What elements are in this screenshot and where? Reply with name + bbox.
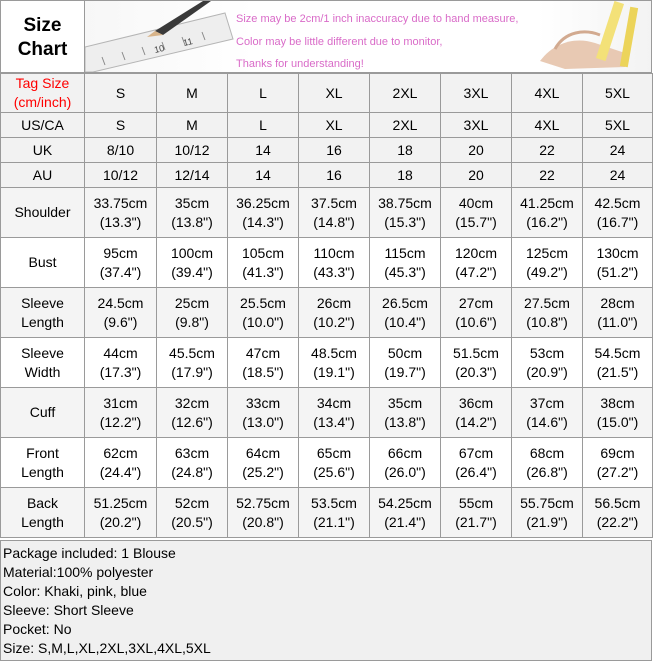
measure-inch: (20.3") — [455, 363, 497, 380]
row-label-line-1: Cuff — [29, 404, 56, 420]
measure-inch: (19.1") — [313, 363, 355, 380]
row-label-line-1: Sleeve — [21, 294, 64, 311]
info-pocket: Pocket: No — [3, 621, 72, 637]
measure-cm: 64cm — [245, 444, 281, 461]
row-label — [1, 188, 85, 238]
measure-cell — [85, 488, 157, 538]
measure-cm: 95cm — [103, 244, 138, 261]
ruler-number-11: 11 — [182, 36, 194, 48]
info-sleeve: Sleeve: Short Sleeve — [3, 602, 134, 618]
measure-cell — [85, 338, 157, 388]
size-cell-text: 4XL — [534, 116, 560, 133]
measure-cm: 35cm — [387, 394, 423, 411]
measure-inch: (15.3") — [384, 213, 426, 230]
measure-inch: (47.2") — [455, 263, 497, 280]
measure-cell — [370, 388, 441, 438]
measure-cell — [157, 338, 228, 388]
measure-inch: (19.7") — [384, 363, 426, 380]
measure-cell — [228, 388, 299, 438]
measure-cell — [441, 388, 512, 438]
measure-inch: (10.8") — [526, 313, 568, 330]
size-cell — [512, 74, 583, 113]
ruler-left-icon — [85, 13, 233, 72]
size-cell — [85, 138, 157, 163]
row-label-line-1: Back — [26, 494, 59, 511]
table-row — [1, 163, 653, 188]
measure-cm: 40cm — [458, 194, 494, 211]
measure-cell — [583, 488, 653, 538]
measure-cm: 38.75cm — [378, 194, 432, 211]
size-cell-text: XL — [325, 116, 343, 133]
measure-cm: 52cm — [174, 494, 210, 511]
measure-inch: (12.6") — [171, 413, 213, 430]
measure-inch: (10.0") — [242, 313, 284, 330]
size-cell — [228, 74, 299, 113]
size-cell-text: XL — [325, 84, 343, 101]
measure-inch: (27.2") — [596, 463, 639, 480]
measure-cm: 44cm — [103, 344, 138, 361]
row-label — [1, 113, 85, 138]
measure-cm: 63cm — [174, 444, 210, 461]
size-cell — [157, 74, 228, 113]
size-cell-text: L — [259, 116, 267, 133]
size-cell — [157, 138, 228, 163]
measure-cm: 69cm — [600, 444, 635, 461]
size-cell — [370, 163, 441, 188]
measure-cm: 26cm — [316, 294, 352, 311]
measure-cm: 34cm — [316, 394, 352, 411]
row-label — [1, 238, 85, 288]
size-cell-text: 2XL — [392, 84, 418, 101]
measure-inch: (14.2") — [455, 413, 497, 430]
measure-inch: (14.8") — [313, 213, 355, 230]
row-label — [1, 138, 85, 163]
size-cell-text: 24 — [609, 166, 626, 183]
size-cell-text: 10/12 — [174, 141, 210, 158]
row-label-line-2: Length — [21, 463, 64, 480]
measure-inch: (20.5") — [171, 513, 213, 530]
measure-cell — [228, 188, 299, 238]
measure-cm: 115cm — [384, 244, 426, 261]
measure-cell — [512, 238, 583, 288]
size-cell — [583, 74, 653, 113]
size-chart-header — [0, 0, 652, 73]
measure-inch: (26.4") — [455, 463, 497, 480]
size-cell-text: M — [186, 84, 198, 101]
measure-cell — [512, 188, 583, 238]
table-row — [1, 338, 653, 388]
table-row — [1, 138, 653, 163]
table-row-tag-size — [1, 74, 653, 113]
measure-cm: 67cm — [458, 444, 494, 461]
measure-inch: (15.7") — [455, 213, 497, 230]
note-thanks: Thanks for understanding! — [236, 58, 364, 70]
measure-inch: (25.6") — [313, 463, 355, 480]
measure-cell — [370, 488, 441, 538]
row-label — [1, 388, 85, 438]
measure-cm: 48.5cm — [311, 344, 357, 361]
measure-cm: 65cm — [316, 444, 352, 461]
measure-cell — [85, 438, 157, 488]
row-label-line-2: Width — [24, 363, 61, 380]
measure-inch: (12.2") — [99, 413, 142, 430]
measure-cell — [228, 488, 299, 538]
measure-inch: (41.3") — [242, 263, 284, 280]
measure-inch: (9.8") — [175, 313, 209, 330]
measure-cm: 38cm — [600, 394, 635, 411]
size-cell-text: 5XL — [605, 84, 630, 101]
measure-inch: (21.4") — [384, 513, 426, 530]
measure-cell — [299, 438, 370, 488]
measure-cm: 33cm — [245, 394, 281, 411]
size-cell-text: 10/12 — [102, 166, 139, 183]
size-cell-text: S — [115, 84, 126, 101]
measure-cm: 27cm — [458, 294, 494, 311]
measure-inch: (39.4") — [171, 263, 213, 280]
measure-cell — [299, 338, 370, 388]
size-cell-text: 14 — [255, 166, 271, 183]
product-info-box — [0, 540, 652, 661]
table-row — [1, 188, 653, 238]
measure-inch: (24.8") — [171, 463, 213, 480]
measure-cell — [157, 488, 228, 538]
size-cell — [441, 163, 512, 188]
measure-cm: 50cm — [387, 344, 423, 361]
measure-inch: (18.5") — [242, 363, 284, 380]
measure-cm: 37.5cm — [311, 194, 357, 211]
row-label-text: UK — [32, 141, 53, 158]
size-chart-title — [1, 1, 85, 74]
size-cell — [583, 163, 653, 188]
measure-cm: 51.25cm — [93, 494, 148, 511]
row-label-line-1: Sleeve — [21, 344, 64, 361]
measure-inch: (16.2") — [526, 213, 568, 230]
hand-tape-measure-icon — [540, 1, 638, 69]
measure-cell — [512, 488, 583, 538]
size-cell-text: 24 — [609, 141, 626, 158]
measure-cell — [228, 338, 299, 388]
size-cell-text: 12/14 — [174, 166, 210, 183]
measure-inch: (25.2") — [242, 463, 284, 480]
size-cell-text: 18 — [397, 166, 413, 183]
measure-inch: (14.3") — [242, 213, 284, 230]
size-table — [0, 73, 653, 538]
measure-cell — [299, 238, 370, 288]
measure-cell — [512, 288, 583, 338]
row-label-text: AU — [32, 166, 53, 183]
size-cell — [441, 138, 512, 163]
measure-cell — [228, 438, 299, 488]
measure-cm: 100cm — [170, 244, 214, 261]
measure-cm: 55.75cm — [520, 494, 574, 511]
ruler-number-10: 10 — [153, 42, 166, 55]
size-cell — [85, 163, 157, 188]
measure-inch: (21.1") — [313, 513, 355, 530]
measure-inch: (37.4") — [99, 263, 142, 280]
size-cell — [370, 138, 441, 163]
table-row — [1, 113, 653, 138]
row-label-line-1: Front — [26, 444, 59, 461]
table-row — [1, 238, 653, 288]
measure-inch: (24.4") — [99, 463, 142, 480]
measure-cm: 32cm — [174, 394, 210, 411]
size-cell-text: 14 — [255, 141, 271, 158]
measure-cm: 125cm — [525, 244, 569, 261]
measure-inch: (10.2") — [313, 313, 355, 330]
measure-cm: 66cm — [387, 444, 423, 461]
size-cell — [228, 113, 299, 138]
measure-cell — [583, 288, 653, 338]
header-banner-image — [85, 1, 651, 72]
measure-cm: 28cm — [600, 294, 635, 311]
measure-cm: 52.75cm — [236, 494, 290, 511]
measure-inch: (16.7") — [596, 213, 639, 230]
row-label-tag-size — [1, 74, 85, 113]
measure-cm: 35cm — [174, 194, 210, 211]
size-cell-text: 3XL — [463, 116, 489, 133]
size-cell — [85, 74, 157, 113]
row-label-line-2: Length — [21, 313, 64, 330]
measure-inch: (26.8") — [526, 463, 568, 480]
measure-cell — [370, 338, 441, 388]
title-line-1: Size — [23, 14, 62, 36]
measure-inch: (10.4") — [384, 313, 426, 330]
note-hand-measure: Size may be 2cm/1 inch inaccuracy due to hand measure, — [236, 13, 519, 25]
measure-cm: 31cm — [103, 394, 138, 411]
measure-inch: (17.3") — [99, 363, 142, 380]
measure-inch: (20.8") — [242, 513, 284, 530]
measure-cm: 25cm — [174, 294, 210, 311]
measure-cell — [157, 438, 228, 488]
measure-cell — [157, 288, 228, 338]
measure-cell — [85, 388, 157, 438]
size-cell-text: 20 — [468, 141, 484, 158]
measure-cell — [441, 238, 512, 288]
measure-inch: (43.3") — [313, 263, 355, 280]
title-line-2: Chart — [17, 38, 68, 60]
measure-cell — [370, 438, 441, 488]
measure-inch: (49.2") — [526, 263, 568, 280]
measure-cell — [85, 188, 157, 238]
size-cell-text: 18 — [397, 141, 413, 158]
size-cell-text: 4XL — [534, 84, 560, 101]
size-cell — [85, 113, 157, 138]
measure-cm: 47cm — [245, 344, 281, 361]
measure-cell — [512, 338, 583, 388]
measure-cm: 68cm — [529, 444, 565, 461]
measure-cell — [157, 188, 228, 238]
table-row — [1, 388, 653, 438]
measure-cell — [228, 288, 299, 338]
measure-inch: (10.6") — [455, 313, 497, 330]
size-cell — [370, 74, 441, 113]
measure-inch: (9.6") — [103, 313, 138, 330]
measure-cell — [583, 438, 653, 488]
size-cell-text: 2XL — [392, 116, 418, 133]
measure-cm: 53cm — [529, 344, 565, 361]
measure-cm: 62cm — [103, 444, 138, 461]
size-cell — [583, 113, 653, 138]
measure-inch: (20.2") — [99, 513, 142, 530]
measure-inch: (17.9") — [171, 363, 213, 380]
size-cell — [299, 163, 370, 188]
measure-cm: 41.25cm — [520, 194, 574, 211]
size-cell-text: 20 — [468, 166, 484, 183]
measure-cell — [583, 338, 653, 388]
size-cell — [228, 138, 299, 163]
measure-cm: 37cm — [529, 394, 565, 411]
measure-cm: 54.25cm — [378, 494, 432, 511]
measure-inch: (13.8") — [171, 213, 213, 230]
measure-inch: (13.0") — [242, 413, 284, 430]
info-color: Color: Khaki, pink, blue — [3, 583, 147, 599]
table-row — [1, 438, 653, 488]
size-cell-text: 22 — [539, 141, 555, 158]
row-label — [1, 488, 85, 538]
size-cell — [441, 113, 512, 138]
row-label-line-1: Bust — [28, 254, 57, 270]
measure-cm: 25.5cm — [240, 294, 286, 311]
row-label — [1, 438, 85, 488]
table-row — [1, 288, 653, 338]
size-cell — [228, 163, 299, 188]
row-label — [1, 163, 85, 188]
measure-cm: 130cm — [596, 244, 639, 261]
size-cell — [441, 74, 512, 113]
measure-cell — [441, 488, 512, 538]
measure-cm: 45.5cm — [169, 344, 215, 361]
measure-cell — [299, 188, 370, 238]
row-label-text: US/CA — [21, 116, 64, 133]
measure-inch: (14.6") — [526, 413, 568, 430]
row-label — [1, 288, 85, 338]
measure-cm: 24.5cm — [97, 294, 144, 311]
size-cell-text: 5XL — [605, 116, 630, 133]
measure-inch: (11.0") — [597, 313, 638, 330]
measure-inch: (45.3") — [384, 263, 426, 280]
measure-cm: 51.5cm — [453, 344, 499, 361]
measure-cell — [441, 438, 512, 488]
table-row — [1, 488, 653, 538]
measure-inch: (13.4") — [313, 413, 355, 430]
measure-cm: 26.5cm — [382, 294, 428, 311]
measure-cell — [583, 388, 653, 438]
size-cell — [370, 113, 441, 138]
size-cell-text: M — [186, 116, 198, 133]
measure-cm: 55cm — [458, 494, 494, 511]
size-cell — [299, 74, 370, 113]
measure-inch: (21.5") — [596, 363, 639, 380]
measure-cell — [441, 338, 512, 388]
measure-cell — [583, 238, 653, 288]
measure-cell — [370, 238, 441, 288]
info-material: Material:100% polyester — [3, 564, 154, 580]
size-cell-text: 22 — [539, 166, 555, 183]
measure-cell — [299, 288, 370, 338]
row-label-line-2: Length — [21, 513, 64, 530]
size-cell — [157, 163, 228, 188]
measure-inch: (21.9") — [526, 513, 568, 530]
measure-cm: 33.75cm — [93, 194, 148, 211]
size-cell-text: L — [259, 84, 267, 101]
measure-cell — [85, 238, 157, 288]
measure-cm: 27.5cm — [524, 294, 570, 311]
measure-cell — [228, 238, 299, 288]
measure-cell — [85, 288, 157, 338]
size-cell — [157, 113, 228, 138]
size-cell — [583, 138, 653, 163]
size-cell — [512, 113, 583, 138]
measure-inch: (26.0") — [384, 463, 426, 480]
measure-cm: 53.5cm — [311, 494, 357, 511]
measure-cell — [441, 288, 512, 338]
size-cell-text: S — [115, 116, 126, 133]
measure-cell — [370, 188, 441, 238]
measure-cm: 56.5cm — [594, 494, 641, 511]
measure-cm: 120cm — [454, 244, 498, 261]
measure-cm: 105cm — [241, 244, 285, 261]
row-label — [1, 338, 85, 388]
size-cell-text: 16 — [326, 166, 342, 183]
measure-cell — [583, 188, 653, 238]
row-label-text: Tag Size (cm/inch) — [13, 75, 72, 110]
measure-inch: (15.0") — [596, 413, 639, 430]
measure-cm: 36cm — [458, 394, 494, 411]
info-sizes: Size: S,M,L,XL,2XL,3XL,4XL,5XL — [3, 640, 211, 656]
measure-cell — [299, 488, 370, 538]
size-cell-text: 8/10 — [106, 141, 135, 158]
size-cell-text: 16 — [326, 141, 342, 158]
measure-cm: 110cm — [313, 244, 355, 261]
measure-cm: 42.5cm — [594, 194, 641, 211]
row-label-line-1: Shoulder — [14, 204, 71, 220]
size-cell — [299, 138, 370, 163]
measure-inch: (13.3") — [99, 213, 142, 230]
measure-cell — [441, 188, 512, 238]
measure-inch: (22.2") — [596, 513, 639, 530]
measure-inch: (21.7") — [455, 513, 497, 530]
measure-inch: (13.8") — [384, 413, 426, 430]
size-cell — [512, 138, 583, 163]
measure-cell — [512, 438, 583, 488]
measure-cell — [370, 288, 441, 338]
measure-inch: (51.2") — [596, 263, 639, 280]
measure-cm: 36.25cm — [236, 194, 290, 211]
measure-inch: (20.9") — [526, 363, 568, 380]
measure-cell — [157, 388, 228, 438]
info-package: Package included: 1 Blouse — [3, 545, 176, 561]
size-cell — [299, 113, 370, 138]
note-color-monitor: Color may be little different due to monitor, — [236, 36, 443, 48]
measure-cell — [157, 238, 228, 288]
size-cell — [512, 163, 583, 188]
measure-cell — [299, 388, 370, 438]
measure-cm: 54.5cm — [594, 344, 641, 361]
measure-cell — [512, 388, 583, 438]
size-cell-text: 3XL — [463, 84, 489, 101]
